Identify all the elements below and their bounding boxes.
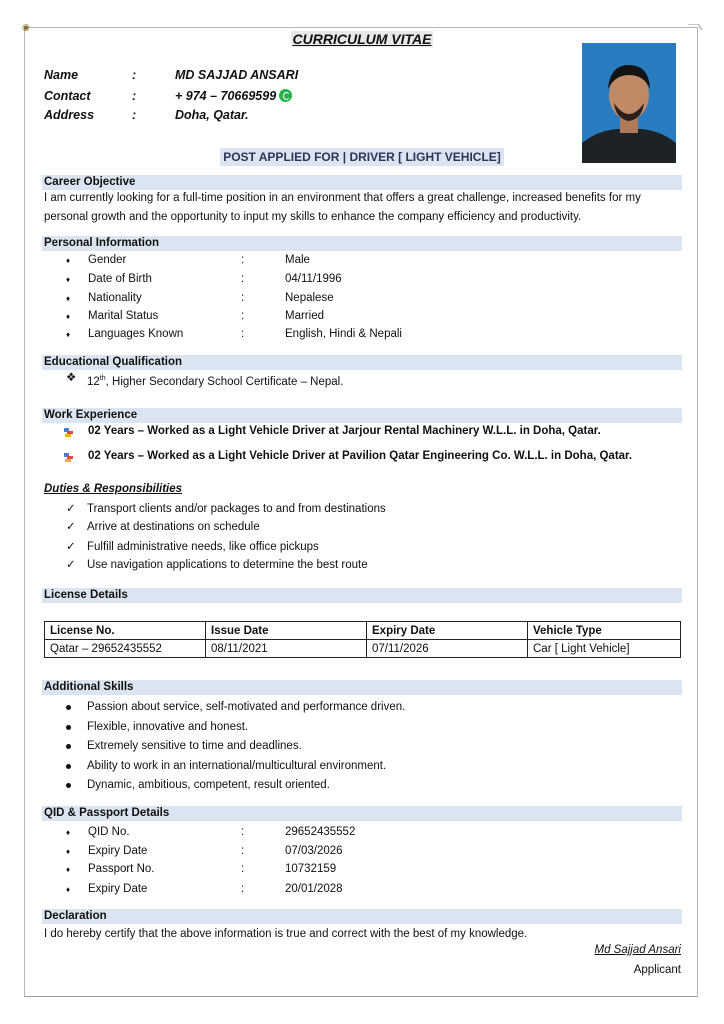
license-col-header: Expiry Date xyxy=(367,622,528,640)
checkmark-icon: ✓ xyxy=(66,503,76,515)
whatsapp-icon xyxy=(279,89,292,102)
license-cell: Qatar – 29652435552 xyxy=(45,640,206,658)
contact-phone: + 974 – 70669599 xyxy=(175,89,277,103)
anchor-marker-icon: ◉ xyxy=(22,22,30,32)
education-heading: Educational Qualification xyxy=(42,355,682,370)
profile-photo xyxy=(582,43,676,163)
colored-bullet-icon xyxy=(64,428,74,438)
signature-name: Md Sajjad Ansari xyxy=(594,944,681,956)
applicant-label: Applicant xyxy=(633,964,681,976)
checkmark-icon: ✓ xyxy=(66,559,76,571)
qid-passport-heading: QID & Passport Details xyxy=(42,806,682,821)
post-applied-for: POST APPLIED FOR | DRIVER [ LIGHT VEHICLE] xyxy=(220,148,504,166)
declaration-heading: Declaration xyxy=(42,909,682,924)
duties-heading: Duties & Responsibilities xyxy=(44,483,183,495)
colored-bullet-icon xyxy=(64,453,74,463)
license-cell: 07/11/2026 xyxy=(367,640,528,658)
license-col-header: Vehicle Type xyxy=(528,622,681,640)
license-table xyxy=(44,621,681,658)
diamond-bullet-icon: ❖ xyxy=(66,372,77,384)
document-title: CURRICULUM VITAE xyxy=(292,31,432,47)
career-objective-heading: Career Objective xyxy=(42,175,682,190)
declaration-text: I do hereby certify that the above information is true and correct with the best of my knowledge. xyxy=(44,928,528,940)
career-objective-text: I am currently looking for a full-time position in an environment that offers a great challenge, increased benefits for my personal growth and the opportunity to input my skills to enhance the company efficiency and productivity. xyxy=(44,192,641,223)
checkmark-icon: ✓ xyxy=(66,521,76,533)
license-heading: License Details xyxy=(42,588,682,603)
license-cell: Car [ Light Vehicle] xyxy=(528,640,681,658)
license-col-header: License No. xyxy=(45,622,206,640)
license-table-header xyxy=(45,622,681,640)
additional-skills-heading: Additional Skills xyxy=(42,680,682,695)
license-col-header: Issue Date xyxy=(206,622,367,640)
work-experience-heading: Work Experience xyxy=(42,408,682,423)
checkmark-icon: ✓ xyxy=(66,541,76,553)
table-row xyxy=(45,640,681,658)
license-cell: 08/11/2021 xyxy=(206,640,367,658)
personal-information-heading: Personal Information xyxy=(42,236,682,251)
